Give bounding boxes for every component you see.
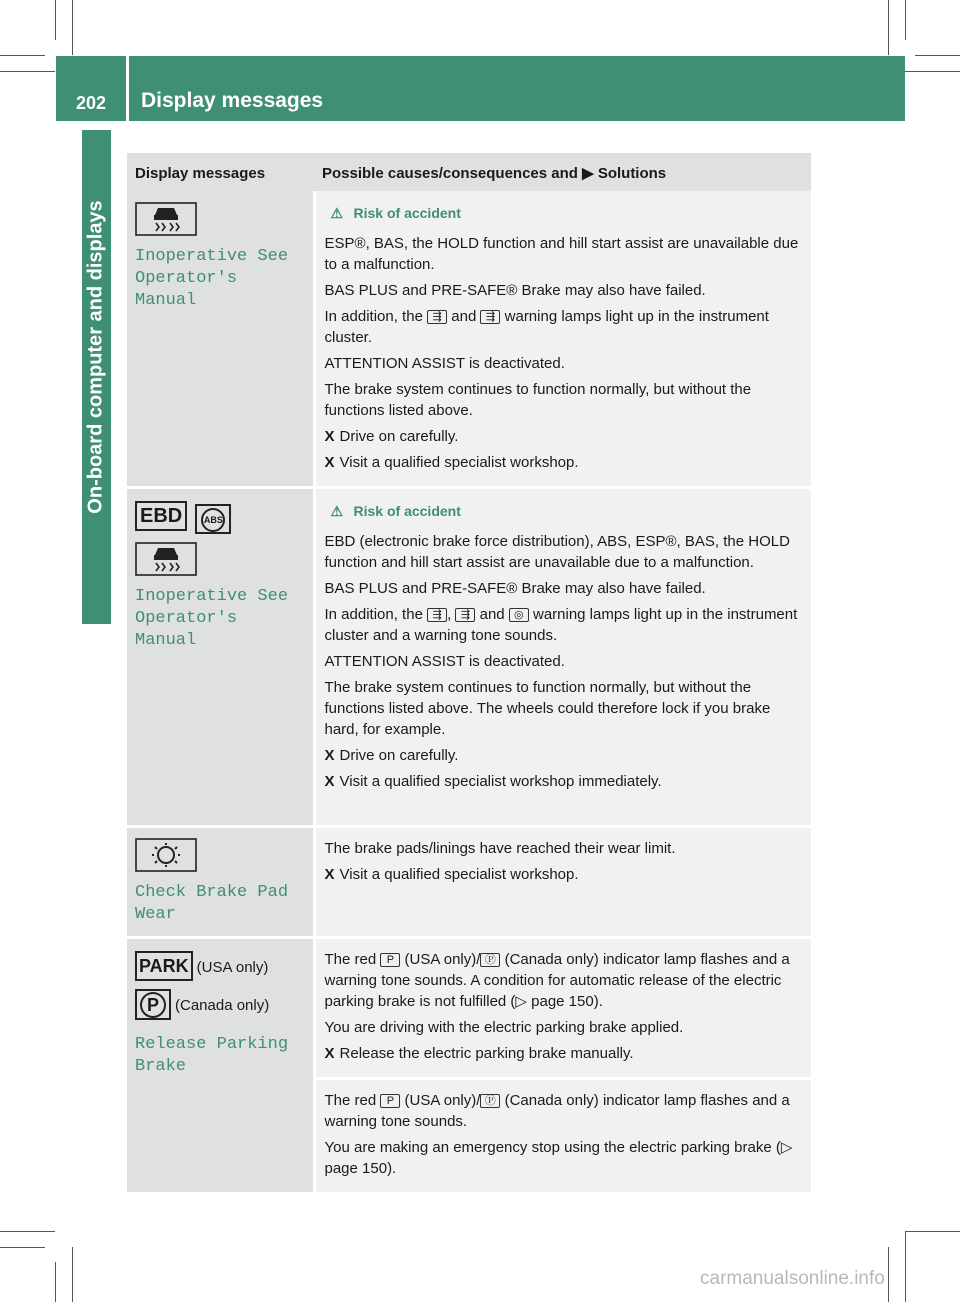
table-row xyxy=(127,488,811,827)
solution-step: X Visit a qualified specialist workshop. xyxy=(324,866,579,883)
esp-warning-icon xyxy=(135,202,305,242)
crop-mark xyxy=(55,0,56,40)
column-header: Display messages xyxy=(127,153,314,191)
region-note: (Canada only) xyxy=(175,997,270,1014)
watermark: carmanualsonline.info xyxy=(700,1268,885,1289)
crop-mark xyxy=(888,1247,889,1302)
crop-mark xyxy=(0,1231,55,1232)
parking-brake-p-icon: Ⓟ xyxy=(480,953,500,967)
display-message-text: Inoperative See Operator's Manual xyxy=(135,587,289,650)
solution-step: X Release the electric parking brake manually. xyxy=(324,1045,634,1062)
table-row xyxy=(127,827,811,938)
paragraph: The red P (USA only)/ Ⓟ (Canada only) indicator lamp flashes and a warning tone sounds. xyxy=(324,1092,790,1130)
crop-mark xyxy=(72,0,73,55)
paragraph: BAS PLUS and PRE-SAFE® Brake may also have failed. xyxy=(324,282,706,299)
park-icon: P xyxy=(380,953,400,967)
esp-off-icon: ⇶ xyxy=(455,608,475,622)
region-note: (USA only) xyxy=(196,959,269,976)
column-header: Possible causes/consequences and ▶ Solutions xyxy=(314,153,811,191)
abs-icon: ABS xyxy=(195,504,231,534)
page-title: Display messages xyxy=(141,89,324,112)
brake-pad-wear-icon xyxy=(135,838,305,878)
paragraph: You are driving with the electric parking brake applied. xyxy=(324,1019,684,1036)
parking-brake-p-icon: P xyxy=(135,989,171,1020)
paragraph: The brake system continues to function normally, but without the functions listed above. The wheels could therefore lock if you brake hard, for example. xyxy=(324,679,771,738)
crop-mark xyxy=(905,71,960,72)
paragraph: In addition, the ⇶ and ⇶ warning lamps light up in the instrument cluster. xyxy=(324,308,769,346)
side-tab-label: On-board computer and displays xyxy=(84,200,107,514)
esp-warning-icon xyxy=(135,542,305,582)
abs-icon: ◎ xyxy=(509,608,529,622)
display-message-text: Inoperative See Operator's Manual xyxy=(135,247,289,310)
table-row xyxy=(127,191,811,488)
paragraph: EBD (electronic brake force distribution), ABS, ESP®, BAS, the HOLD function and hill start assist are unavailable due to a malfunction. xyxy=(324,533,790,571)
warning-heading: ⚠ Risk of accident xyxy=(325,501,804,522)
crop-mark xyxy=(0,55,45,56)
crop-mark xyxy=(905,0,906,40)
park-icon: PARK xyxy=(135,951,193,981)
paragraph: ESP®, BAS, the HOLD function and hill start assist are unavailable due to a malfunction. xyxy=(324,235,799,273)
park-icon: P xyxy=(380,1094,400,1108)
paragraph: ATTENTION ASSIST is deactivated. xyxy=(324,355,565,372)
paragraph: You are making an emergency stop using the electric parking brake (▷ page 150). xyxy=(324,1139,793,1177)
paragraph: In addition, the ⇶ , ⇶ and ◎ warning lamps light up in the instrument cluster and a warning tone sounds. xyxy=(324,606,798,644)
solution-step: X Drive on carefully. xyxy=(324,747,459,764)
solution-step: X Drive on carefully. xyxy=(324,428,459,445)
header-divider xyxy=(126,56,129,121)
solution-step: X Visit a qualified specialist workshop. xyxy=(324,454,579,471)
ebd-icon: EBD xyxy=(135,501,187,531)
display-messages-table xyxy=(127,153,811,1195)
crop-mark xyxy=(905,1231,960,1232)
paragraph: The brake system continues to function normally, but without the functions listed above. xyxy=(324,381,752,419)
side-tab-marker xyxy=(82,584,111,624)
display-message-text: Release Parking Brake xyxy=(135,1035,289,1077)
crop-mark xyxy=(905,1231,906,1302)
paragraph: BAS PLUS and PRE-SAFE® Brake may also have failed. xyxy=(324,580,706,597)
esp-warning-icon: ⇶ xyxy=(427,608,447,622)
crop-mark xyxy=(0,1247,45,1248)
paragraph: ATTENTION ASSIST is deactivated. xyxy=(324,653,565,670)
crop-mark xyxy=(72,1247,73,1302)
esp-warning-icon: ⇶ xyxy=(427,310,447,324)
crop-mark xyxy=(915,55,960,56)
warning-triangle-icon: ⚠ xyxy=(330,205,344,221)
crop-mark xyxy=(0,71,55,72)
table-header-row xyxy=(127,153,811,191)
warning-heading: ⚠ Risk of accident xyxy=(325,203,804,224)
crop-mark xyxy=(55,1262,56,1302)
esp-off-icon: ⇶ xyxy=(480,310,500,324)
display-message-text: Check Brake Pad Wear xyxy=(135,883,289,924)
paragraph: The brake pads/linings have reached their wear limit. xyxy=(324,840,676,857)
paragraph: The red P (USA only)/ Ⓟ (Canada only) indicator lamp flashes and a warning tone sounds. A condition for automatic release of the electric parking brake is not fulfilled (▷ page 150). xyxy=(324,951,790,1010)
table-row xyxy=(127,938,811,1079)
warning-triangle-icon: ⚠ xyxy=(330,503,344,519)
crop-mark xyxy=(888,0,889,55)
parking-brake-p-icon: Ⓟ xyxy=(480,1094,500,1108)
page-number: 202 xyxy=(75,93,107,113)
solution-step: X Visit a qualified specialist workshop immediately. xyxy=(324,773,662,790)
